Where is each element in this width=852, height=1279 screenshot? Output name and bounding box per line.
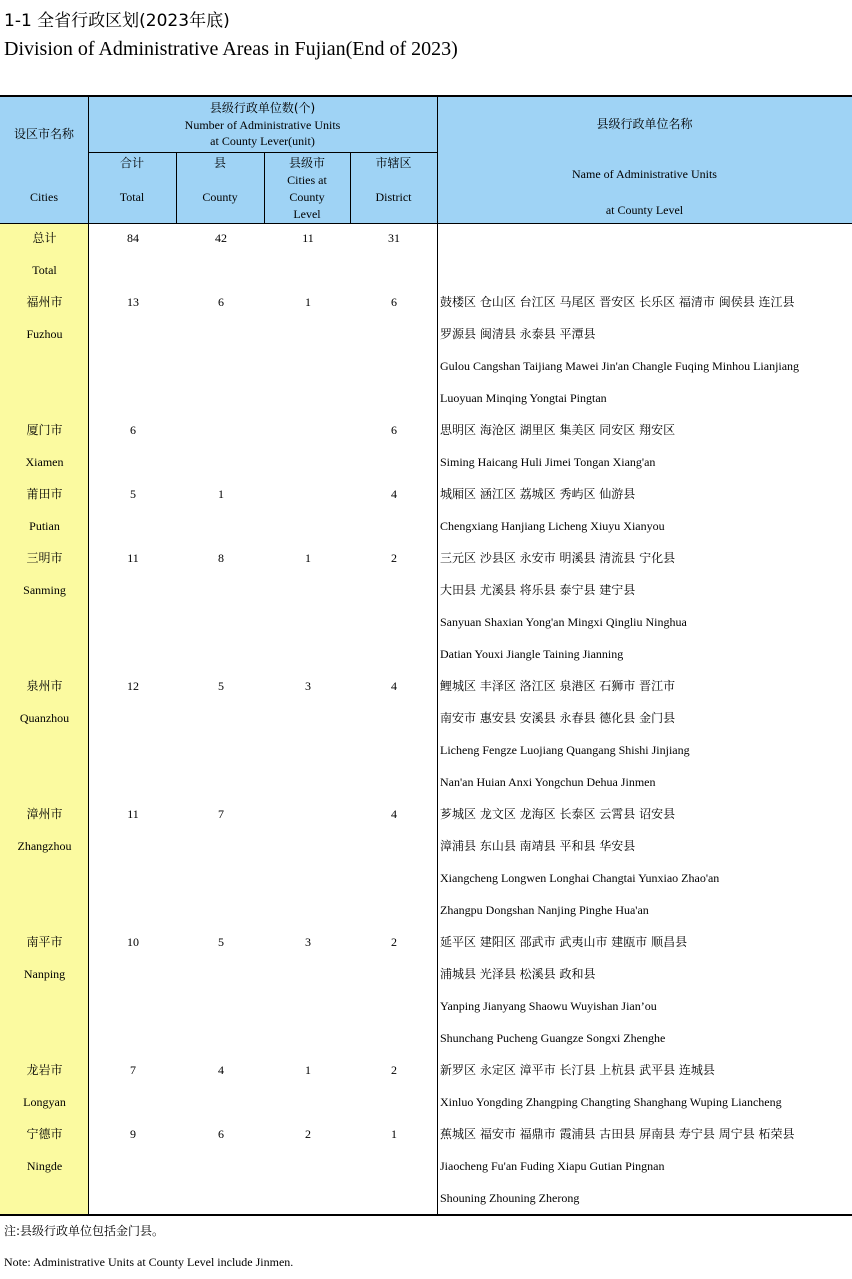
total-count: 9 bbox=[130, 1127, 136, 1141]
header-total-en: Total bbox=[119, 190, 145, 204]
unit-names-line: Yanping Jianyang Shaowu Wuyishan Jian’ou bbox=[440, 999, 657, 1013]
county-level-city-count: 1 bbox=[305, 295, 311, 309]
header-names-en2: at County Level bbox=[605, 203, 684, 217]
total-count: 11 bbox=[127, 551, 139, 565]
county-level-city-count: 1 bbox=[305, 551, 311, 565]
header-total-cn: 合计 bbox=[119, 156, 144, 170]
unit-names-line: 漳浦县 东山县 南靖县 平和县 华安县 bbox=[440, 839, 636, 853]
district-count: 31 bbox=[388, 231, 400, 245]
county-level-city-count: 2 bbox=[305, 1127, 311, 1141]
city-name-cn: 龙岩市 bbox=[26, 1063, 63, 1077]
city-name-cn: 宁德市 bbox=[26, 1127, 63, 1141]
header-names-cn: 县级行政单位名称 bbox=[596, 117, 693, 131]
unit-names-line: 南安市 惠安县 安溪县 永春县 德化县 金门县 bbox=[440, 711, 676, 725]
total-count: 7 bbox=[130, 1063, 136, 1077]
header-city-cn: 设区市名称 bbox=[13, 127, 74, 141]
county-count: 42 bbox=[215, 231, 227, 245]
unit-names-line: Shouning Zhouning Zherong bbox=[440, 1191, 580, 1205]
total-count: 10 bbox=[127, 935, 139, 949]
header-cities-en3: Level bbox=[293, 207, 321, 221]
county-level-city-count: 1 bbox=[305, 1063, 311, 1077]
divider bbox=[88, 152, 437, 153]
unit-names-line: 芗城区 龙文区 龙海区 长泰区 云霄县 诏安县 bbox=[440, 807, 676, 821]
district-count: 2 bbox=[391, 1063, 397, 1077]
page-title-cn: 1-1 全省行政区划(2023年底) bbox=[4, 11, 230, 31]
unit-names-line: Sanyuan Shaxian Yong'an Mingxi Qingliu Ninghua bbox=[440, 615, 687, 629]
county-count: 4 bbox=[218, 1063, 224, 1077]
footnote-en: Note: Administrative Units at County Level include Jinmen. bbox=[4, 1255, 294, 1269]
city-name-en: Putian bbox=[29, 519, 60, 533]
county-count: 1 bbox=[218, 487, 224, 501]
county-level-city-count: 11 bbox=[302, 231, 314, 245]
county-count: 5 bbox=[218, 679, 224, 693]
unit-names-line: 城厢区 涵江区 荔城区 秀屿区 仙游县 bbox=[440, 487, 636, 501]
city-name-cn: 三明市 bbox=[26, 551, 63, 565]
city-name-cn: 福州市 bbox=[26, 295, 63, 309]
county-level-city-count: 3 bbox=[305, 935, 311, 949]
county-count bbox=[177, 414, 265, 446]
total-count: 5 bbox=[130, 487, 136, 501]
city-name-cn: 漳州市 bbox=[26, 807, 63, 821]
header-cities-en2: County bbox=[289, 190, 325, 204]
county-level-city-count bbox=[265, 478, 351, 510]
table-bottom-rule bbox=[0, 1214, 852, 1216]
city-name-en: Fuzhou bbox=[26, 327, 63, 341]
unit-names-line: Luoyuan Minqing Yongtai Pingtan bbox=[440, 391, 607, 405]
district-count: 6 bbox=[391, 423, 397, 437]
unit-names-line: 蕉城区 福安市 福鼎市 霞浦县 古田县 屏南县 寿宁县 周宁县 柘荣县 bbox=[440, 1127, 795, 1141]
district-count: 4 bbox=[391, 807, 397, 821]
city-name-en: Total bbox=[32, 263, 57, 277]
county-level-city-count bbox=[265, 414, 351, 446]
county-count: 8 bbox=[218, 551, 224, 565]
city-name-en: Sanming bbox=[23, 583, 66, 597]
header-count-group-en2: at County Lever(unit) bbox=[210, 134, 315, 148]
unit-names-line: 鼓楼区 仓山区 台江区 马尾区 晋安区 长乐区 福清市 闽侯县 连江县 bbox=[440, 295, 795, 309]
divider bbox=[437, 97, 438, 1214]
district-count: 4 bbox=[391, 679, 397, 693]
unit-names-line: Siming Haicang Huli Jimei Tongan Xiang'an bbox=[440, 455, 656, 469]
total-count: 84 bbox=[127, 231, 139, 245]
unit-names-line: 三元区 沙县区 永安市 明溪县 清流县 宁化县 bbox=[440, 551, 676, 565]
county-count: 6 bbox=[218, 295, 224, 309]
total-count: 12 bbox=[127, 679, 139, 693]
city-name-en: Quanzhou bbox=[19, 711, 70, 725]
header-cities-en1: Cities at bbox=[287, 173, 327, 187]
unit-names-line: Jiaocheng Fu'an Fuding Xiapu Gutian Pingnan bbox=[440, 1159, 665, 1173]
header-names-en1: Name of Administrative Units bbox=[572, 167, 717, 181]
unit-names-line: Nan'an Huian Anxi Yongchun Dehua Jinmen bbox=[440, 775, 656, 789]
county-level-city-count bbox=[265, 798, 351, 830]
city-name-cn: 泉州市 bbox=[26, 679, 63, 693]
total-count: 13 bbox=[127, 295, 139, 309]
header-cities-cn: 县级市 bbox=[288, 156, 325, 170]
unit-names-line: Gulou Cangshan Taijiang Mawei Jin'an Changle Fuqing Minhou Lianjiang bbox=[440, 359, 800, 373]
header-district-en: District bbox=[375, 190, 412, 204]
unit-names-line: Licheng Fengze Luojiang Quangang Shishi Jinjiang bbox=[440, 743, 690, 757]
city-name-cn: 总计 bbox=[32, 231, 57, 245]
footnote-cn: 注:县级行政单位包括金门县。 bbox=[4, 1224, 165, 1238]
city-name-en: Longyan bbox=[23, 1095, 66, 1109]
county-count: 5 bbox=[218, 935, 224, 949]
header-city-en: Cities bbox=[29, 190, 58, 204]
header-county-cn: 县 bbox=[213, 156, 226, 170]
unit-names-line: 思明区 海沧区 湖里区 集美区 同安区 翔安区 bbox=[440, 423, 676, 437]
unit-names-line: 大田县 尤溪县 将乐县 泰宁县 建宁县 bbox=[440, 583, 636, 597]
header-count-group-en1: Number of Administrative Units bbox=[184, 118, 341, 132]
district-count: 2 bbox=[391, 551, 397, 565]
header-district-cn: 市辖区 bbox=[375, 156, 412, 170]
county-count: 7 bbox=[218, 807, 224, 821]
district-count: 1 bbox=[391, 1127, 397, 1141]
unit-names-line: Chengxiang Hanjiang Licheng Xiuyu Xianyou bbox=[440, 519, 665, 533]
county-count: 6 bbox=[218, 1127, 224, 1141]
city-name-cn: 南平市 bbox=[26, 935, 63, 949]
unit-names-line: Shunchang Pucheng Guangze Songxi Zhenghe bbox=[440, 1031, 666, 1045]
unit-names-line: Zhangpu Dongshan Nanjing Pinghe Hua'an bbox=[440, 903, 649, 917]
city-name-cn: 厦门市 bbox=[26, 423, 63, 437]
unit-names-line: 鲤城区 丰泽区 洛江区 泉港区 石狮市 晋江市 bbox=[440, 679, 676, 693]
page-title-en: Division of Administrative Areas in Fujian(End of 2023) bbox=[4, 38, 458, 60]
city-name-en: Xiamen bbox=[25, 455, 64, 469]
total-count: 11 bbox=[127, 807, 139, 821]
county-level-city-count: 3 bbox=[305, 679, 311, 693]
unit-names-line: 新罗区 永定区 漳平市 长汀县 上杭县 武平县 连城县 bbox=[440, 1063, 715, 1077]
unit-names-line: 延平区 建阳区 邵武市 武夷山市 建瓯市 顺昌县 bbox=[440, 935, 688, 949]
district-count: 2 bbox=[391, 935, 397, 949]
district-count: 4 bbox=[391, 487, 397, 501]
city-name-en: Nanping bbox=[23, 967, 66, 981]
unit-names-line: 浦城县 光泽县 松溪县 政和县 bbox=[440, 967, 596, 981]
unit-names-line: Datian Youxi Jiangle Taining Jianning bbox=[440, 647, 624, 661]
total-count: 6 bbox=[130, 423, 136, 437]
city-name-en: Zhangzhou bbox=[17, 839, 72, 853]
unit-names-line: 罗源县 闽清县 永泰县 平潭县 bbox=[440, 327, 596, 341]
city-name-en: Ningde bbox=[26, 1159, 63, 1173]
header-county-en: County bbox=[202, 190, 238, 204]
unit-names-line: Xinluo Yongding Zhangping Changting Shanghang Wuping Liancheng bbox=[440, 1095, 782, 1109]
district-count: 6 bbox=[391, 295, 397, 309]
unit-names-line: Xiangcheng Longwen Longhai Changtai Yunxiao Zhao'an bbox=[440, 871, 720, 885]
header-count-group-cn: 县级行政单位数(个) bbox=[209, 101, 316, 115]
city-name-cn: 莆田市 bbox=[26, 487, 63, 501]
